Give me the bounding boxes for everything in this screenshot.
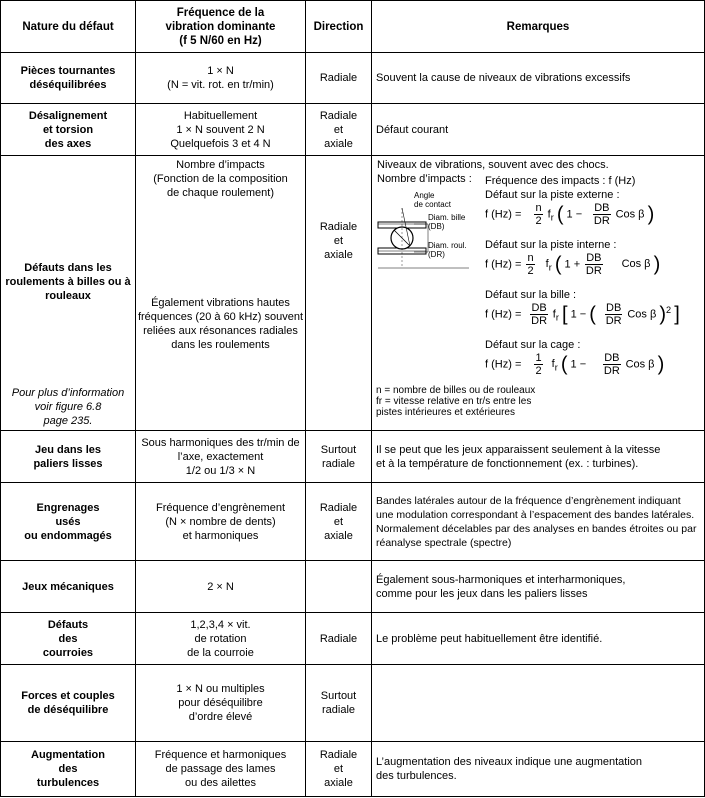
- figure-label-roller-diameter: Diam. roul. (DR): [428, 241, 467, 259]
- header-direction: Direction: [306, 1, 372, 53]
- one-minus: 1 −: [570, 358, 587, 371]
- fr-subscript: r: [555, 312, 559, 323]
- fault-name: Engrenages usés ou endommagés: [1, 483, 136, 561]
- fr-subscript: r: [554, 362, 558, 373]
- fr-symbol: f: [551, 358, 555, 371]
- header-remarks: Remarques: [372, 1, 705, 53]
- formula-lhs: f (Hz) =: [485, 208, 522, 221]
- formula-lhs: f (Hz) =: [485, 358, 522, 371]
- frac-num: n: [527, 252, 534, 264]
- fr-subscript: r: [548, 262, 552, 273]
- outer-race-label: Défaut sur la piste externe :: [485, 189, 620, 201]
- table-row: [1, 53, 705, 104]
- bearing-name-cell: [1, 156, 136, 431]
- bearing-frequency-cell: [136, 156, 306, 431]
- fault-name: Forces et couples de déséquilibre: [1, 665, 136, 742]
- frac-den: DR: [605, 315, 622, 327]
- fault-frequency: Habituellement 1 × N souvent 2 N Quelquefois 3 et 4 N: [136, 104, 306, 156]
- bearing-remarks-cell: [372, 156, 705, 431]
- fault-name: Défauts dans les roulements à billes ou à rouleaux: [5, 262, 131, 302]
- fault-direction: [306, 561, 372, 613]
- figure-label-angle: Angle de contact: [414, 191, 451, 209]
- header-frequency: Fréquence de la vibration dominante (f 5 N/60 en Hz): [136, 1, 306, 53]
- ball-label: Défaut sur la bille :: [485, 289, 577, 301]
- frac-den: DR: [531, 315, 548, 327]
- outer-race-formula: [485, 202, 654, 227]
- table-row: [1, 156, 705, 431]
- table-row: [1, 431, 705, 483]
- frac-num: n: [535, 202, 542, 214]
- frac-den: 2: [527, 265, 534, 277]
- frac-num: DB: [531, 302, 547, 314]
- fault-name: Jeux mécaniques: [1, 561, 136, 613]
- fr-symbol: f: [547, 208, 551, 221]
- cage-formula: [485, 352, 664, 377]
- fault-remarks: Niveaux de vibrations, souvent avec des chocs. Nombre d’impacts :: [377, 159, 609, 185]
- bearing-direction-cell: [306, 156, 372, 431]
- formula-lhs: f (Hz) =: [485, 258, 522, 271]
- frac-den: DR: [585, 265, 602, 277]
- frac-den: 2: [535, 365, 542, 377]
- fault-name: Pièces tournantes déséquilibrées: [1, 53, 136, 104]
- header-nature: Nature du défaut: [1, 1, 136, 53]
- fault-remarks: [372, 665, 705, 742]
- fault-remarks: Défaut courant: [372, 104, 705, 156]
- table-row: [1, 483, 705, 561]
- cos-beta: Cos β: [615, 208, 645, 221]
- bearing-legend: n = nombre de billes ou de rouleaux fr = vitesse relative en tr/s entre les pistes intérieures et extérieures: [376, 385, 536, 418]
- table-row: [1, 561, 705, 613]
- fault-name: Désalignement et torsion des axes: [1, 104, 136, 156]
- fault-remarks: Souvent la cause de niveaux de vibrations excessifs: [372, 53, 705, 104]
- one-minus: 1 −: [566, 208, 583, 221]
- cos-beta: Cos β: [627, 308, 657, 321]
- table-row: [1, 613, 705, 665]
- fault-frequency: Fréquence d’engrènement (N × nombre de dents) et harmoniques: [136, 483, 306, 561]
- table-row: [1, 742, 705, 797]
- fault-frequency: 1 × N (N = vit. rot. en tr/min): [136, 53, 306, 104]
- fault-remarks: Il se peut que les jeux apparaissent seulement à la vitesse et à la température de fonctionnement (ex. : turbines).: [372, 431, 705, 483]
- paren-close: ): [657, 353, 665, 376]
- ball-formula: [485, 302, 680, 327]
- fr-symbol: f: [545, 258, 549, 271]
- paren-open: (: [560, 353, 568, 376]
- paren-open: (: [589, 303, 596, 326]
- impact-frequency-title: Fréquence des impacts : f (Hz): [485, 175, 636, 187]
- inner-race-formula: [485, 252, 660, 277]
- frac-den: 2: [535, 215, 542, 227]
- fault-direction: Surtout radiale: [306, 665, 372, 742]
- bracket-close: ]: [674, 303, 680, 326]
- paren-close: ): [653, 253, 661, 276]
- frac-num: DB: [604, 352, 620, 364]
- frac-num: DB: [594, 202, 610, 214]
- fault-direction: Radiale: [306, 53, 372, 104]
- formula-lhs: f (Hz) =: [485, 308, 522, 321]
- fault-direction: Surtout radiale: [306, 431, 372, 483]
- frac-num: DB: [586, 252, 602, 264]
- fault-frequency: Fréquence et harmoniques de passage des lames ou des ailettes: [136, 742, 306, 797]
- frac-num: DB: [606, 302, 622, 314]
- fault-remarks: L’augmentation des niveaux indique une augmentation des turbulences.: [372, 742, 705, 797]
- fault-note: Pour plus d’information voir figure 6.8 page 235.: [11, 387, 125, 427]
- paren-open: (: [556, 203, 564, 226]
- paren-open: (: [554, 253, 562, 276]
- fault-name: Augmentation des turbulences: [1, 742, 136, 797]
- fault-frequency: Sous harmoniques des tr/min de l’axe, exactement 1/2 ou 1/3 × N: [136, 431, 306, 483]
- cos-beta: Cos β: [625, 358, 655, 371]
- one-minus: 1 −: [570, 308, 587, 321]
- fault-direction: Radiale et axiale: [306, 483, 372, 561]
- fault-remarks: Le problème peut habituellement être identifié.: [372, 613, 705, 665]
- inner-race-label: Défaut sur la piste interne :: [485, 239, 617, 251]
- exponent: 2: [666, 304, 672, 315]
- bracket-open: [: [561, 303, 568, 326]
- fault-frequency-hf: Également vibrations hautes fréquences (20 à 60 kHz) souvent reliées aux résonances radiales dans les roulements: [137, 297, 304, 351]
- fault-frequency: 1,2,3,4 × vit. de rotation de la courroie: [136, 613, 306, 665]
- cos-beta: Cos β: [621, 258, 651, 271]
- frac-den: DR: [603, 365, 620, 377]
- figure-label-ball-diameter: Diam. bille (DB): [428, 213, 466, 231]
- table-row: [1, 665, 705, 742]
- fault-direction: Radiale et axiale: [306, 104, 372, 156]
- fr-subscript: r: [550, 212, 554, 223]
- fault-remarks: Également sous-harmoniques et interharmoniques, comme pour les jeux dans les paliers lisses: [372, 561, 705, 613]
- fault-name: Défauts des courroies: [1, 613, 136, 665]
- paren-close: ): [647, 203, 655, 226]
- one-plus: 1 +: [564, 258, 581, 271]
- frac-num: 1: [535, 352, 542, 364]
- table-row: [1, 104, 705, 156]
- cage-label: Défaut sur la cage :: [485, 339, 581, 351]
- frac-den: DR: [593, 215, 610, 227]
- fault-name: Jeu dans les paliers lisses: [1, 431, 136, 483]
- fr-symbol: f: [552, 308, 556, 321]
- fault-direction: Radiale et axiale: [306, 742, 372, 797]
- fault-direction: Radiale et axiale: [319, 221, 358, 261]
- fault-frequency: 1 × N ou multiples pour déséquilibre d’ordre élevé: [136, 665, 306, 742]
- paren-close: ): [659, 303, 667, 326]
- fault-frequency: 2 × N: [136, 561, 306, 613]
- fault-frequency: Nombre d’impacts (Fonction de la composition de chaque roulement): [153, 159, 288, 199]
- fault-remarks: Bandes latérales autour de la fréquence d’engrènement indiquant une modulation correspondant à l’espacement des bandes latérales. Normalement décelables par des analyses en bandes étroites ou par réanalyse spectrale (spectre): [372, 483, 705, 561]
- header-row: [1, 1, 705, 53]
- fault-direction: Radiale: [306, 613, 372, 665]
